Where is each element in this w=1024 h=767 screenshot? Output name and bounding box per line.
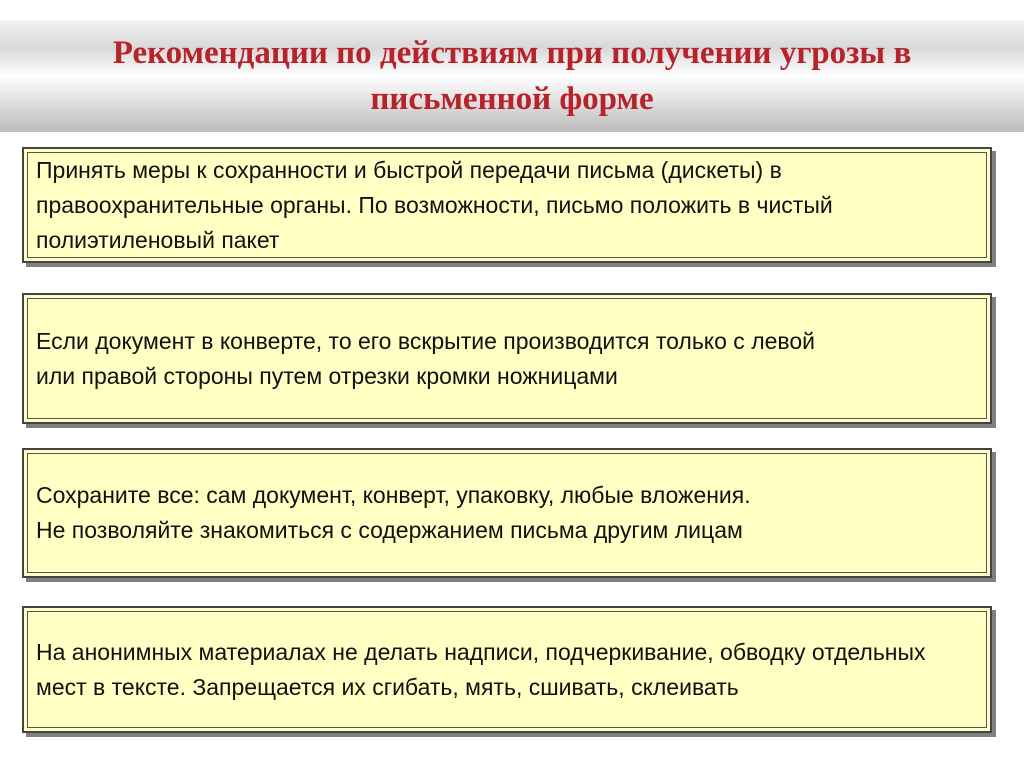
recommendation-text-3: Сохраните все: сам документ, конверт, упаковку, любые вложения. Не позволяйте знакомиться с содержанием письма другим лицам [36,482,751,543]
recommendation-box-2 [22,293,992,424]
recommendation-text-2: Если документ в конверте, то его вскрытие производится только с левой или правой стороны путем отрезки кромки ножницами [36,327,816,389]
recommendation-box-1 [22,147,992,263]
recommendation-text-1: Принять меры к сохранности и быстрой передачи письма (дискеты) в правоохранительные органы. По возможности, письмо положить в чистый полиэтиленовый пакет [36,156,833,253]
title-banner [0,20,1024,132]
recommendation-text-4: На анонимных материалах не делать надписи, подчеркивание, обводку отдельных мест в тексте. Запрещается их сгибать, мять, сшивать, склеивать [36,638,926,700]
recommendation-box-3 [22,448,992,578]
page-title: Рекомендации по действиям при получении угрозы в письменной форме [112,35,912,117]
recommendation-box-4 [22,606,992,733]
